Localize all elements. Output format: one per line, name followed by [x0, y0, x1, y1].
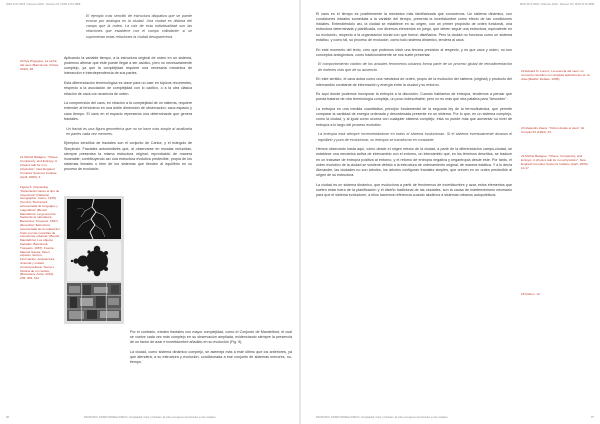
left-paragraph-1: Aplicando la variable tiempo, a la estructura original de orden en un sistema, podemos afirmar que éste puede llegar a ser caótico, pero no necesariamente complejo, ya que la complejidad requiere una necesaria mecánica de interacción e interdependencia de sus partes.	[64, 56, 192, 76]
left-mid-quote: Un fractal es una figura geométrica que no se hace más simple al analizarla en partes cada vez menores.	[66, 126, 192, 136]
left-page-number: 36	[6, 415, 10, 419]
figure-fractal-image	[67, 241, 121, 281]
left-page	[0, 0, 299, 424]
side-note-20: 20 Ilya Prigogine, La lucha del caos (Barcelona: Crítica, 2010), 28.	[20, 59, 59, 71]
right-page	[301, 0, 600, 424]
right-paragraph-after-quote: En este sentido, el caos actúa como una mecánica de orden, propio de la evolución del sistema (original) y producto del intercambio constante de información y energía entre la ciudad y su entorno.	[316, 77, 512, 87]
right-quote-1: El comportamiento caótico de los actuales fenómenos urbanos forma parte de un proceso global de retroalimentación de órdenes más que de su ausencia.	[318, 62, 512, 72]
left-bottom-column	[130, 330, 292, 370]
left-paragraph-3: La comprensión del caos, en relación a la complejidad de un sistema, requiere entender al fenómeno en una doble dimensión de observación; caos espacio y caos tiempo. El caos en el espacio representa una determinante que genera fractales.	[64, 101, 192, 121]
side-note-25: 25 Ibidem, 12.	[521, 292, 541, 296]
left-running-header: ISSN 2171-6315 | Volumen 2019 - Número 18 | ISSN 2173-1808	[6, 3, 81, 6]
right-footer-credit: FRANCISCO JAVIER NORIEGA TREJO | Complejidad, Caos y Fractales. El orden emergente del desorden en las ciudades	[316, 416, 448, 419]
figure-5-panel	[64, 196, 124, 324]
right-paragraph-closing-2: La ciudad es un sistema dinámico, que evoluciona a partir de fenómenos de incertidumbre y azar, estos elementos que suelen estar fuera de la planificación y el diseño tradicional de las ciudades, son la causa de indeterminismo necesario para que el sistema evolucione, a ellos hacemos referencia cuando aludimos a sistemas urbanos autopoiéticos.	[316, 182, 512, 198]
right-paragraph-closing-1: Hemos observado hasta aquí, cómo desde el origen mismo de la ciudad, a partir de la diferenciación campo-ciudad, se establece una mecánica activa de intercambio con el entorno, un intercambio que, en los términos descritos, se traduce en un trasvase de entropía positiva al entorno, y el retorno de entropía negativa y negantropía desde éste. Por tanto, el orden evolutivo de la ciudad se sostiene debido a la estructura de ordenamiento original, de manera estática. Y a lo decía Alexander, las ciudades no son árboles, los árboles configuran fractales simples, que crecen en un orden predecible al origen de su estructura.	[316, 147, 512, 178]
left-paragraph-2: Esta diferenciación terminológica es clave para no caer en tópicos recurrentes, respecto a la asociación de complejidad con lo caótico, o a la otra clásica relación de caos con ausencia de orden.	[64, 81, 192, 96]
left-body-column	[64, 56, 192, 177]
side-note-21: 21 Michel Batagne: "Chaos, Complexity, and Entropy: A physics talk for non-physicists", New England Complex Systems Institute (April, 2000): 4.	[20, 155, 59, 179]
left-top-quote-block	[84, 14, 192, 44]
right-running-header: ISSN 2171-6315 | Volumen 2019 - Número 18 | ISSN 2173-1808	[519, 3, 594, 6]
right-body-column	[316, 12, 512, 203]
right-page-number: 37	[590, 415, 594, 419]
side-note-23: 23 Alejandro Zaera: "Orden desde el caos", El Croquis 53 (1994): 23.	[521, 126, 585, 134]
right-quote-2: La entropía está siempre incrementándose en todos el sistema evolucionan. Si el sistema eventualmente alcanza el equilibrio y pura de evolucionar, su entropía se transforma en constante.	[318, 132, 512, 142]
side-note-24: 24 Michel Batagne: "Chaos, Complexity, and Entropy: A physics talk for non-physicists", New England Complex Systems Institute (April, 2000): 11-17.	[521, 154, 589, 170]
figure-lightning-photo	[67, 199, 121, 239]
left-footer-credit: FRANCISCO JAVIER NORIEGA TREJO | Complejidad, Caos y Fractales. El orden emergente del desorden en las ciudades	[84, 416, 216, 419]
side-note-22: 22 Eduard N. Lorenz, La esencia del caos: un concepto científico con amplias aplicaciones en la vida (Madrid: Debate, 1995).	[521, 69, 590, 81]
right-paragraph-caos-tiempo: El caos en el tiempo es posiblemente la mecánica más familiarizada que conocemos. Un sistema dinámico, con condiciones iniciales sometidas a la variable del tiempo, presenta la incertidumbre como efecto de las condiciones iniciales. Entendiéndolo así, la ciudad se establece en su origen, con un primer propósito de orden funcional, una estructura determinada y planificada, con diversos elementos en juego, que deben seguir una estructura, equivalente en su evolución, respecto a la organización inicial con que fueron diseñados. Pero la ciudad no funciona como un sistema estático, y como tal, su proceso de evolución, como todo sistema dinámico, tenderá al caos.	[316, 12, 512, 42]
figure-5-caption: Figura 5. (Izquierda) "Delectando haces el tipo de trayectoria" (National Geographic, marzo, 1978). (Centro) "Estructura acrecentada de lenguajes y magnaflow" (Benoît Mandelbrot, La geometría fractal de la naturaleza, Barcelona: Tusquets, 1997) (Derecha) "Estructura acrecentada de la ciudad del Cairo por las manchas de estructuras urbanas" (Benoît Mandelbrot, Los objetos fractales, Barcelona: Tusquets, 1987). Fuente: Manuel Gausa, Open: espacio, tiempo, información. Arquitectura, vivienda y ciudad contemporánea: Teoría e historia de un cambio (Barcelona: Actar, 2010), 235, 309, 312.	[20, 185, 60, 281]
right-paragraph-entropy: La entropía es una medida cuantitativa, principio fundamental de la segunda ley de la termodinámica, que permite comparar la cantidad de energía ordenada y desordenada presente en un sistema. Por lo que, en un sistema complejo, como la ciudad, y al igual como ocurría con cualquier sistema complejo, ésta no puede más que aumentar su nivel de entropía a lo largo del proceso evolutivo.	[316, 107, 512, 127]
left-top-quote: El ejemplo más sencillo de estructura disipativa que se puede evocar por analogía es la ciudad. Una ciudad es distinta del campo que la rodea. La raíz de esta individualidad son las relaciones que establece con el campo colindante; si se suprimieran estas relaciones la ciudad desaparecería.	[86, 14, 192, 39]
right-paragraph-entropy-intro: Es aquí donde podemos incorporar la entropía a la discusión. Cuando hablamos de entropía, tendemos a pensar que pueda tratarse de otra terminología compleja, un poco indescifrable; pero no es más que otra palabra para "desorden".	[316, 92, 512, 102]
left-paragraph-mandelbrot: Por el contrario, existen fractales con mayor complejidad, como el Conjunto de Mandelbrot, el cual se vuelve cada vez más complejo en su observación ampliada, evidenciando siempre la presencia de un factor de azar e incertidumbre añadido en su evolución (Fig. 5).	[130, 330, 292, 345]
left-paragraph-fractal: Ejemplos sencillos de fractales son el conjunto de Cantor, y el triángulo de Sierpinski. Fractales autosimilares que, al observarse en escalas reducidas, siempre presentan la misma estructura original, reproducido de manera invariable; contribuyendo así una estructura evolutiva predecible, propia de los sistemas lineales o bien de los sistemas que tienden al equilibrio en su proceso de evolución.	[64, 141, 192, 172]
left-paragraph-ciudad: La ciudad, como sistema dinámico complejo, se asemeja más a este último que los anteriores, ya que atenderá, a su estructura y evolución, condicionada a ese conjunto de sistemas menores, no-tiempo.	[130, 350, 292, 365]
right-paragraph-orden: En este momento del texto, creo que podemos intuir una tercera precisión al respecto, y es que caos y orden, no son conceptos antagónicos, como tradicionalmente se nos suele presentar.	[316, 47, 512, 57]
figure-city-aerial-photo	[67, 283, 121, 321]
